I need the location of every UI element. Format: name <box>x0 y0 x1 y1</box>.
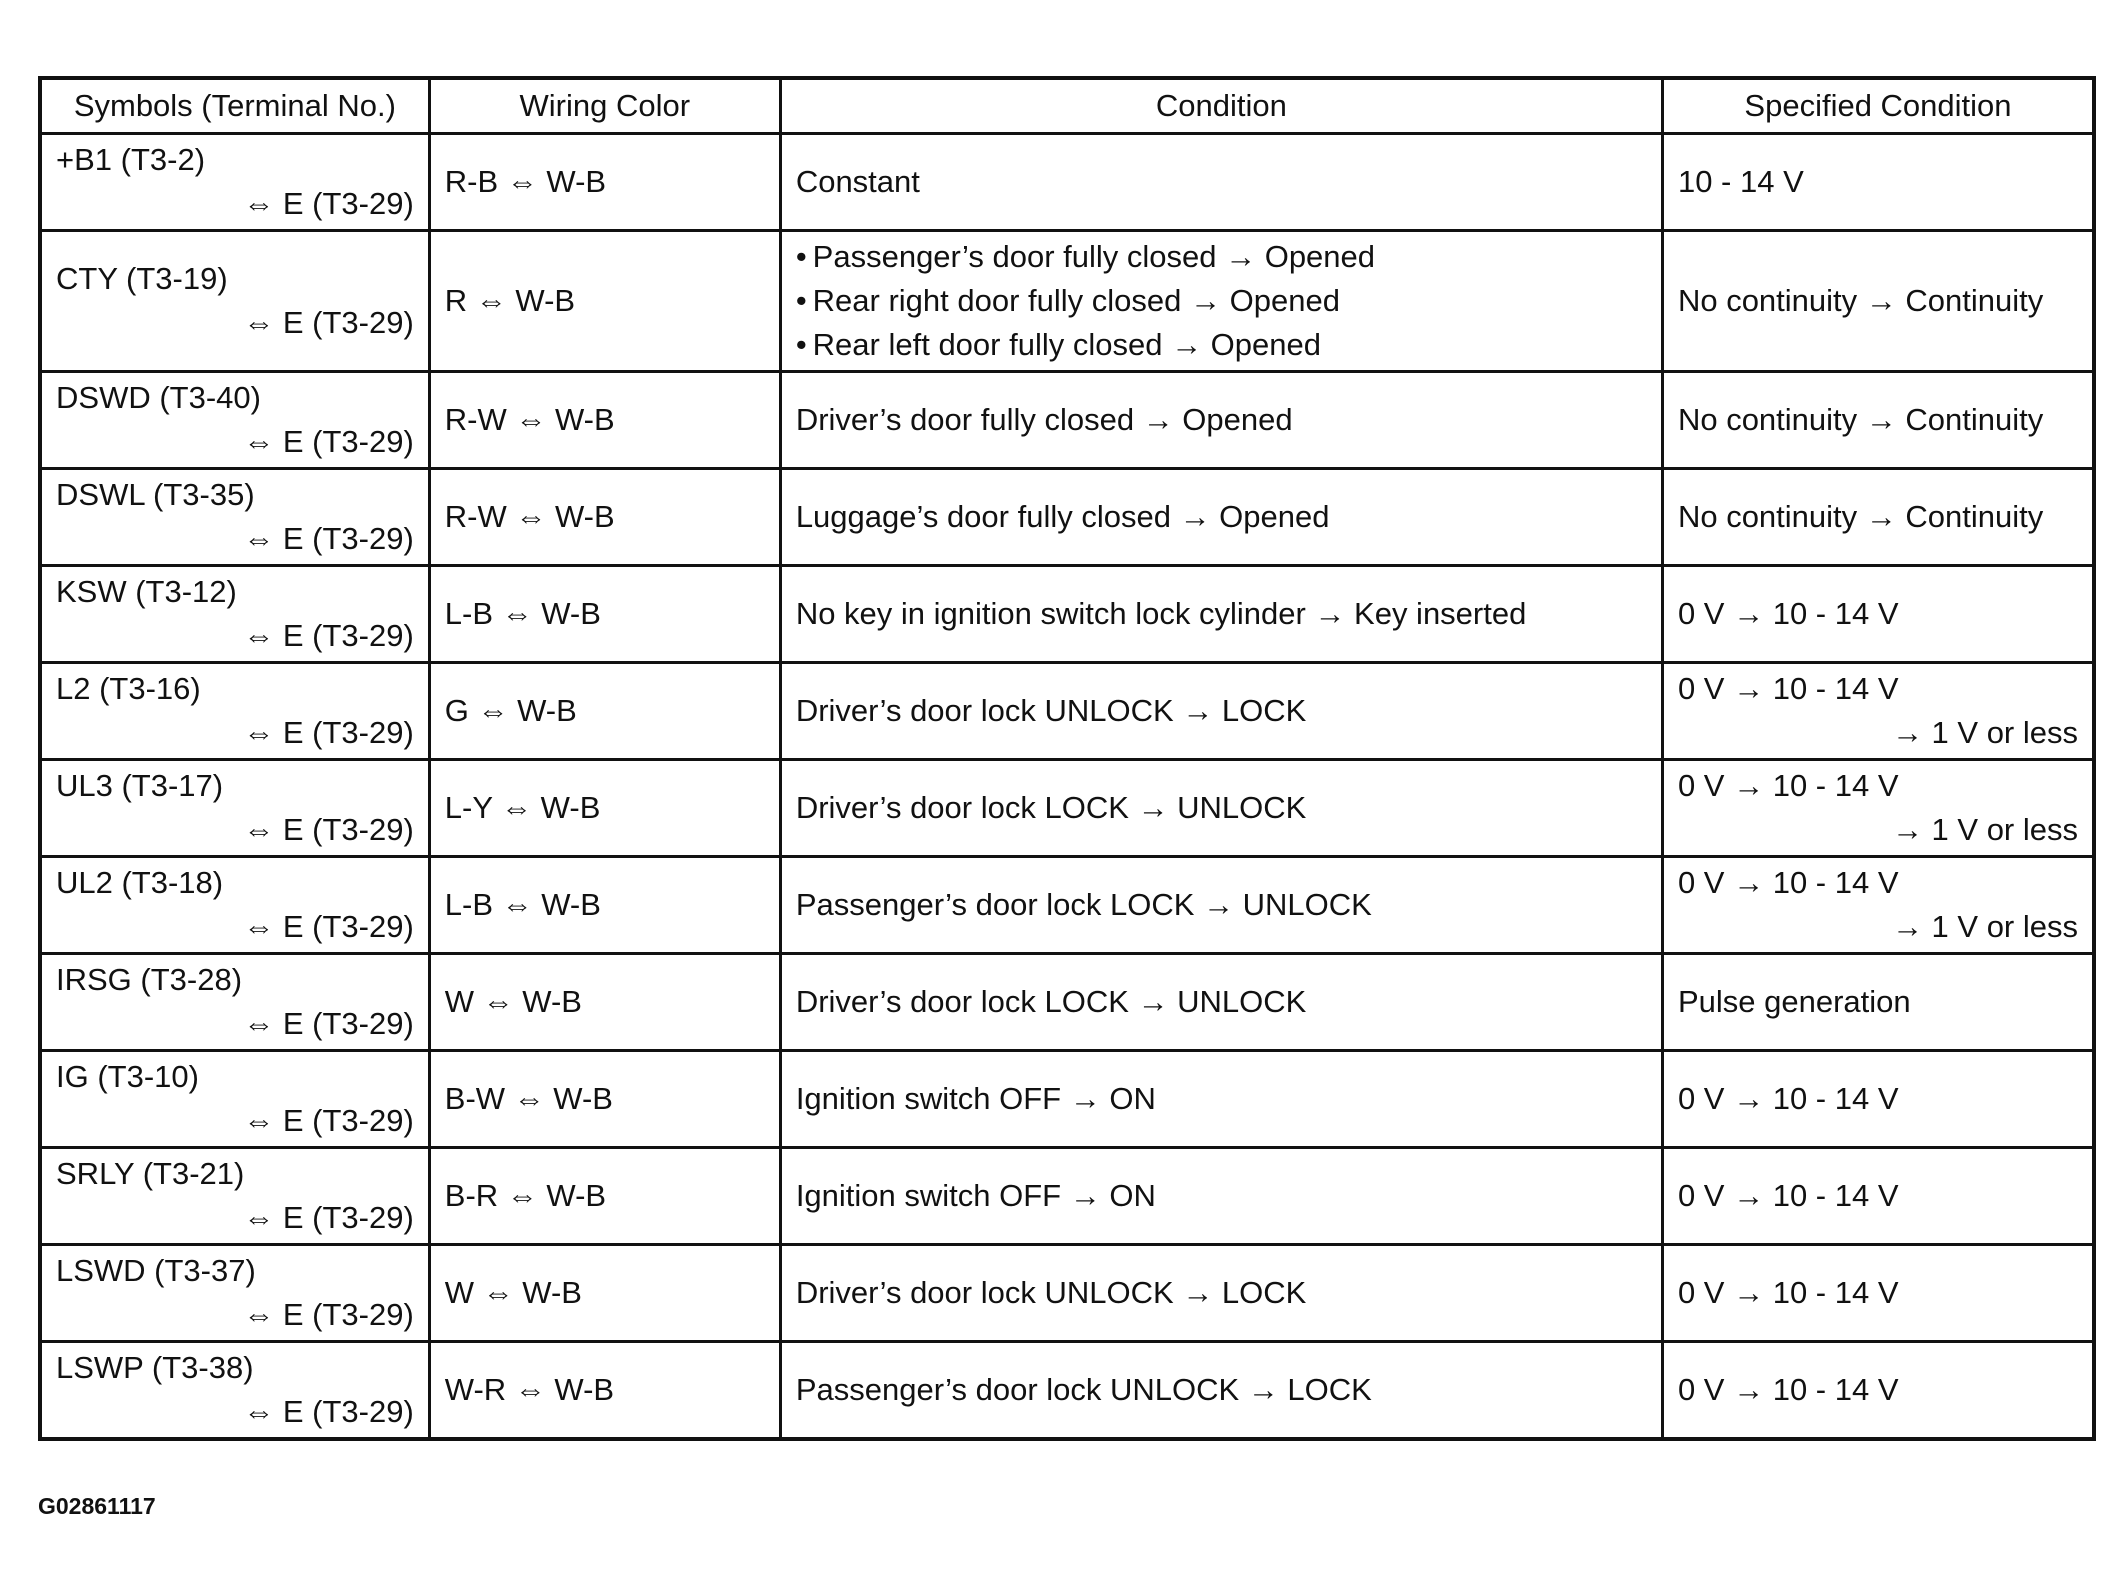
symbols-cell <box>40 134 429 231</box>
condition-cell: Driver’s door lock LOCK → UNLOCK <box>780 760 1662 857</box>
terminal-symbol: CTY (T3-19) <box>56 261 228 296</box>
wiring-color-cell: R-W ⇔ W-B <box>429 372 780 469</box>
symbols-cell <box>40 954 429 1051</box>
terminal-symbol: SRLY (T3-21) <box>56 1156 245 1191</box>
table-row <box>40 134 2094 231</box>
wiring-color-cell: L-B ⇔ W-B <box>429 566 780 663</box>
terminal-symbol: UL3 (T3-17) <box>56 768 224 803</box>
terminal-symbol: L2 (T3-16) <box>56 671 201 706</box>
table-row <box>40 1245 2094 1342</box>
spec-value: Pulse generation <box>1677 984 1911 1019</box>
wiring-color-cell: W ⇔ W-B <box>429 1245 780 1342</box>
wiring-color-cell: R ⇔ W-B <box>429 231 780 372</box>
terminal-symbol: IG (T3-10) <box>56 1059 199 1094</box>
ground-terminal: ⇔ E (T3-29) <box>243 1006 414 1041</box>
symbols-cell <box>40 372 429 469</box>
wiring-color-cell: B-W ⇔ W-B <box>429 1051 780 1148</box>
symbols-cell <box>40 663 429 760</box>
spec-value: 0 V → 10 - 14 V <box>1677 768 1899 803</box>
table-header-row <box>40 78 2094 134</box>
terminal-symbol: LSWP (T3-38) <box>56 1350 254 1385</box>
condition-cell: Driver’s door lock LOCK → UNLOCK <box>780 954 1662 1051</box>
header-symbols: Symbols (Terminal No.) <box>40 78 429 134</box>
condition-cell: Driver’s door lock UNLOCK → LOCK <box>780 1245 1662 1342</box>
spec-value: 10 - 14 V <box>1677 164 1804 199</box>
spec-value: 0 V → 10 - 14 V <box>1677 1275 1899 1310</box>
specified-condition-cell <box>1662 663 2094 760</box>
table-row <box>40 1148 2094 1245</box>
terminal-symbol: KSW (T3-12) <box>56 574 237 609</box>
terminal-symbol: +B1 (T3-2) <box>56 142 206 177</box>
ground-terminal: ⇔ E (T3-29) <box>243 521 414 556</box>
condition-bullet-item: • Rear left door fully closed → Opened <box>796 323 1647 367</box>
ground-terminal: ⇔ E (T3-29) <box>243 812 414 847</box>
ground-terminal: ⇔ E (T3-29) <box>243 305 414 340</box>
specified-condition-cell <box>1662 760 2094 857</box>
header-wiring-color: Wiring Color <box>429 78 780 134</box>
ground-terminal: ⇔ E (T3-29) <box>243 424 414 459</box>
wiring-color-cell: L-Y ⇔ W-B <box>429 760 780 857</box>
symbols-cell <box>40 1051 429 1148</box>
ground-terminal: ⇔ E (T3-29) <box>243 715 414 750</box>
symbols-cell <box>40 760 429 857</box>
condition-cell <box>780 231 1662 372</box>
condition-cell: Driver’s door fully closed → Opened <box>780 372 1662 469</box>
wiring-color-cell: G ⇔ W-B <box>429 663 780 760</box>
table-row <box>40 1051 2094 1148</box>
terminal-symbol: LSWD (T3-37) <box>56 1253 256 1288</box>
table-row <box>40 231 2094 372</box>
condition-cell: Passenger’s door lock UNLOCK → LOCK <box>780 1342 1662 1440</box>
condition-cell: Constant <box>780 134 1662 231</box>
symbols-cell <box>40 231 429 372</box>
spec-value: 0 V → 10 - 14 V <box>1677 1081 1899 1116</box>
spec-value-continuation: → 1 V or less <box>1891 909 2078 944</box>
specified-condition-cell <box>1662 1051 2094 1148</box>
spec-value: 0 V → 10 - 14 V <box>1677 1372 1899 1407</box>
specified-condition-cell <box>1662 1342 2094 1440</box>
ground-terminal: ⇔ E (T3-29) <box>243 1394 414 1429</box>
wiring-color-cell: L-B ⇔ W-B <box>429 857 780 954</box>
spec-value: 0 V → 10 - 14 V <box>1677 671 1899 706</box>
symbols-cell <box>40 857 429 954</box>
header-specified-condition: Specified Condition <box>1662 78 2094 134</box>
wiring-color-cell: R-B ⇔ W-B <box>429 134 780 231</box>
spec-value: No continuity → Continuity <box>1677 283 2044 318</box>
table-row <box>40 372 2094 469</box>
table-row <box>40 469 2094 566</box>
wiring-color-cell: W ⇔ W-B <box>429 954 780 1051</box>
condition-bullet-list <box>796 235 1647 367</box>
symbols-cell <box>40 1245 429 1342</box>
specified-condition-cell <box>1662 954 2094 1051</box>
symbols-cell <box>40 1342 429 1440</box>
specified-condition-cell <box>1662 857 2094 954</box>
figure-code: G02861117 <box>38 1493 156 1519</box>
terminal-spec-table <box>38 76 2096 1441</box>
wiring-color-cell: B-R ⇔ W-B <box>429 1148 780 1245</box>
specified-condition-cell <box>1662 469 2094 566</box>
symbols-cell <box>40 566 429 663</box>
condition-cell: Ignition switch OFF → ON <box>780 1051 1662 1148</box>
specified-condition-cell <box>1662 372 2094 469</box>
wiring-color-cell: W-R ⇔ W-B <box>429 1342 780 1440</box>
spec-value-continuation: → 1 V or less <box>1891 812 2078 847</box>
wiring-color-cell: R-W ⇔ W-B <box>429 469 780 566</box>
specified-condition-cell <box>1662 231 2094 372</box>
spec-value: 0 V → 10 - 14 V <box>1677 1178 1899 1213</box>
table-row <box>40 857 2094 954</box>
condition-cell: Driver’s door lock UNLOCK → LOCK <box>780 663 1662 760</box>
table-row <box>40 1342 2094 1440</box>
specified-condition-cell <box>1662 1148 2094 1245</box>
condition-cell: Ignition switch OFF → ON <box>780 1148 1662 1245</box>
spec-value: 0 V → 10 - 14 V <box>1677 865 1899 900</box>
table-row <box>40 663 2094 760</box>
specified-condition-cell <box>1662 1245 2094 1342</box>
header-condition: Condition <box>780 78 1662 134</box>
condition-bullet-item: • Passenger’s door fully closed → Opened <box>796 235 1647 279</box>
ground-terminal: ⇔ E (T3-29) <box>243 186 414 221</box>
ground-terminal: ⇔ E (T3-29) <box>243 618 414 653</box>
condition-cell: Luggage’s door fully closed → Opened <box>780 469 1662 566</box>
table-row <box>40 760 2094 857</box>
ground-terminal: ⇔ E (T3-29) <box>243 1297 414 1332</box>
condition-cell: Passenger’s door lock LOCK → UNLOCK <box>780 857 1662 954</box>
specified-condition-cell <box>1662 566 2094 663</box>
spec-value: No continuity → Continuity <box>1677 499 2044 534</box>
terminal-symbol: UL2 (T3-18) <box>56 865 224 900</box>
symbols-cell <box>40 469 429 566</box>
terminal-symbol: DSWD (T3-40) <box>56 380 261 415</box>
terminal-symbol: DSWL (T3-35) <box>56 477 255 512</box>
symbols-cell <box>40 1148 429 1245</box>
spec-value: No continuity → Continuity <box>1677 402 2044 437</box>
ground-terminal: ⇔ E (T3-29) <box>243 1200 414 1235</box>
table-row <box>40 566 2094 663</box>
ground-terminal: ⇔ E (T3-29) <box>243 1103 414 1138</box>
ground-terminal: ⇔ E (T3-29) <box>243 909 414 944</box>
spec-value: 0 V → 10 - 14 V <box>1677 596 1899 631</box>
condition-bullet-item: • Rear right door fully closed → Opened <box>796 279 1647 323</box>
terminal-symbol: IRSG (T3-28) <box>56 962 243 997</box>
spec-value-continuation: → 1 V or less <box>1891 715 2078 750</box>
table-row <box>40 954 2094 1051</box>
condition-cell: No key in ignition switch lock cylinder → Key inserted <box>780 566 1662 663</box>
specified-condition-cell <box>1662 134 2094 231</box>
